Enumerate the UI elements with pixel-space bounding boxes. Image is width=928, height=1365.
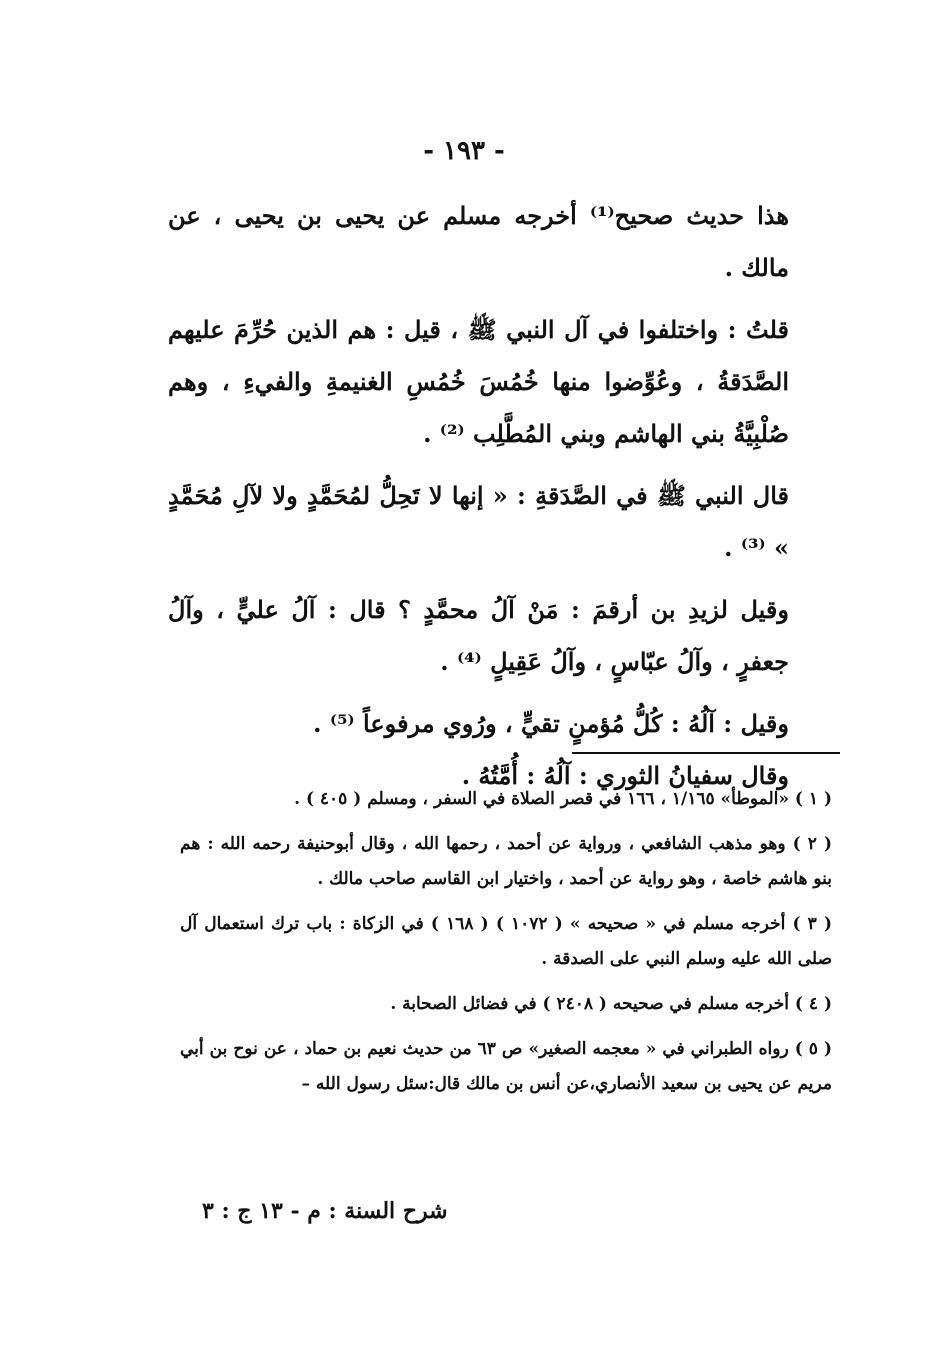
page-number: - ١٩٣ - [423,136,505,166]
footnote-2: ( ٢ ) وهو مذهب الشافعي ، ورواية عن أحمد ، رحمها الله ، وقال أبوحنيفة رحمه الله : هم بنو هاشم خاصة ، وهو رواية عن أحمد ، واختيار ابن القاسم صاحب مالك . [180,834,833,889]
book-signature: شرح السنة : م - ١٣ ج : ٣ [202,1198,448,1224]
footnotes [180,782,832,1112]
paragraph-zayd-ibn-arqam: وقيل لزيدِ بن أرقمَ : مَنْ آلُ محمَّدٍ ؟ قال : آلُ عليٍّ ، وآلُ جعفرٍ ، وآلُ عبّاسٍ ، وآلُ عَقِيلٍ ⁽⁴⁾ . [168,595,789,676]
footnote-5: ( ٥ ) رواه الطبراني في « معجمه الصغير» ص ٦٣ من حديث نعيم بن حماد ، عن نوح بن أبي مريم عن يحيى بن سعيد الأنصاري،عن أنس بن مالك قال:سئل رسول الله – [180,1039,832,1094]
paragraph-every-pious-believer: وقيل : آلُهُ : كُلُّ مُؤمنٍ تقيٍّ ، ورُوي مرفوعاً ⁽⁵⁾ . [313,709,789,738]
footnote-3: ( ٣ ) أخرجه مسلم في « صحيحه » ( ١٠٧٢ ) ( ١٦٨ ) في الزكاة : باب ترك استعمال آل صلى الله عليه وسلم النبي على الصدقة . [180,914,832,969]
paragraph-charity-saying: قال النبي ﷺ في الصَّدَقةِ : « إنها لا تَحِلُّ لمُحَمَّدٍ ولا لآلِ مُحَمَّدٍ » ⁽³⁾ . [168,481,789,562]
paragraph-family-of-prophet: قلتُ : واختلفوا في آل النبي ﷺ ، قيل : هم الذين حُرِّمَ عليهم الصَّدَقةُ ، وعُوِّضوا منها خُمُسَ خُمُسِ الغنيمةِ والفيءِ ، وهم صُلْبِيَّةُ بني الهاشم وبني المُطَّلِب ⁽²⁾ . [168,315,789,448]
main-text [168,190,833,802]
footnote-1: ( ١ ) «الموطأ» ١/١٦٥ ، ١٦٦ في قصر الصلاة في السفر ، ومسلم ( ٤٠٥ ) . [294,789,832,809]
footnote-4: ( ٤ ) أخرجه مسلم في صحيحه ( ٢٤٠٨ ) في فضائل الصحابة . [390,994,832,1014]
paragraph-hadith-authenticity: هذا حديث صحيح⁽¹⁾ أخرجه مسلم عن يحيى بن يحيى ، عن مالك . [168,201,789,282]
paragraph-sufyan-al-thawri: وقال سفيانُ الثوري : آلُهُ : أُمَّتُهُ . [461,761,789,790]
footnote-divider [572,752,840,754]
